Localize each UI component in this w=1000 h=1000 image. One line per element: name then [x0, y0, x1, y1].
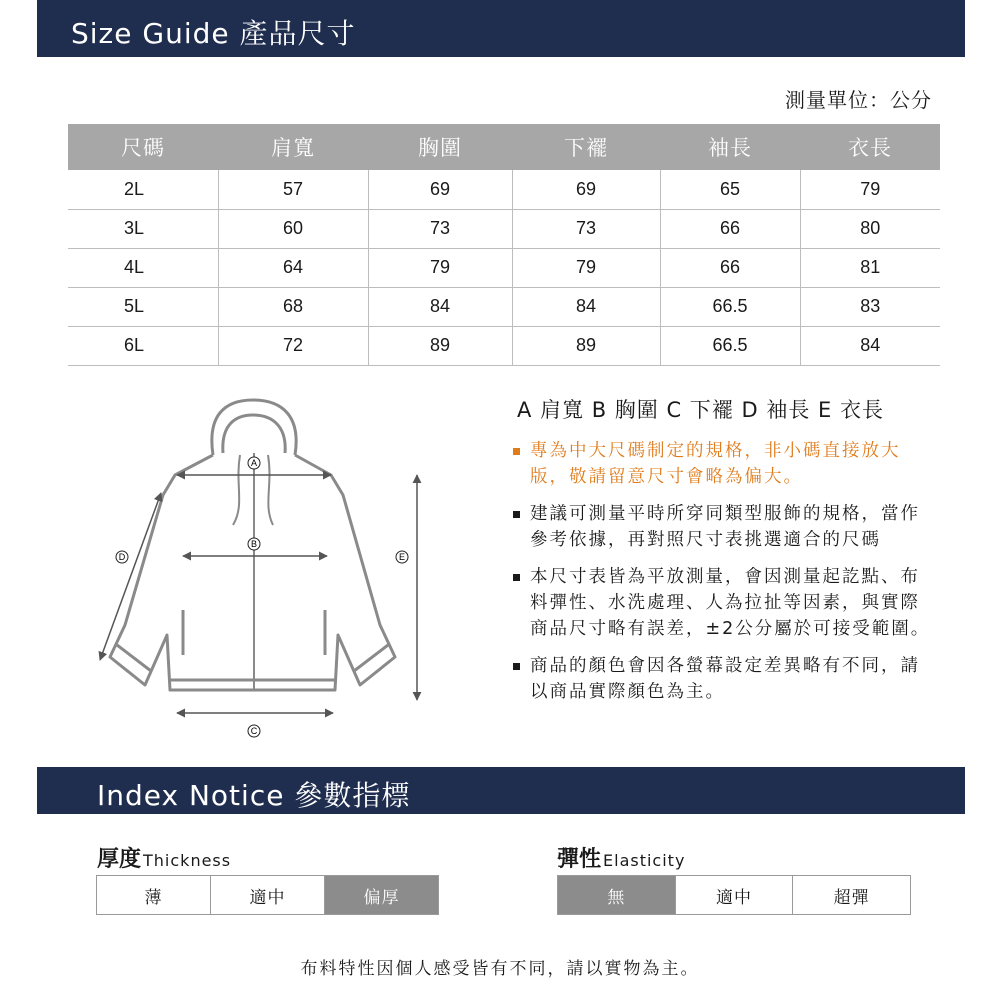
table-cell: 66.5 — [660, 326, 800, 365]
thickness-option-thin: 薄 — [97, 876, 211, 914]
table-cell: 83 — [800, 287, 940, 326]
table-cell: 84 — [368, 287, 512, 326]
size-guide-title: Size Guide 產品尺寸 — [71, 17, 356, 50]
thickness-option-thick: 偏厚 — [325, 876, 438, 914]
table-cell: 68 — [218, 287, 368, 326]
table-cell: 65 — [660, 170, 800, 209]
unit-note: 測量單位：公分 — [785, 88, 932, 112]
size-notes — [512, 438, 932, 716]
note-text: 建議可測量平時所穿同類型服飾的規格，當作參考依據，再對照尺寸表挑選適合的尺碼 — [530, 504, 920, 550]
note-text: 本尺寸表皆為平放測量，會因測量起訖點、布料彈性、水洗處理、人為拉扯等因素，與實際商品尺寸略有誤差，±2公分屬於可接受範圍。 — [530, 567, 931, 639]
table-cell: 89 — [512, 326, 660, 365]
thickness-option-medium: 適中 — [211, 876, 325, 914]
table-row — [68, 170, 940, 209]
note-item — [512, 564, 932, 642]
table-cell: 79 — [512, 248, 660, 287]
table-cell: 6L — [68, 326, 218, 365]
size-guide-banner — [37, 0, 965, 57]
thickness-title — [97, 842, 231, 873]
bullet-icon — [513, 663, 520, 670]
table-row — [68, 248, 940, 287]
table-cell: 69 — [368, 170, 512, 209]
col-header-hem: 下襬 — [512, 124, 660, 170]
table-cell: 66 — [660, 209, 800, 248]
col-header-length: 衣長 — [800, 124, 940, 170]
measurement-legend: A 肩寬 B 胸圍 C 下襬 D 袖長 E 衣長 — [517, 398, 884, 422]
thickness-scale — [96, 875, 439, 915]
elasticity-option-super: 超彈 — [833, 887, 870, 908]
size-table — [68, 124, 940, 366]
thickness-title-zh: 厚度 — [97, 847, 142, 872]
bullet-icon — [513, 448, 520, 455]
elasticity-title — [557, 842, 685, 873]
table-row — [68, 209, 940, 248]
note-item — [512, 438, 932, 490]
table-row — [68, 287, 940, 326]
table-row — [68, 326, 940, 365]
col-header-chest: 胸圍 — [368, 124, 512, 170]
col-header-size: 尺碼 — [68, 124, 218, 170]
marker-d-label: D — [118, 552, 126, 562]
table-cell: 60 — [218, 209, 368, 248]
index-notice-title: Index Notice 參數指標 — [97, 779, 411, 812]
note-text: 商品的顏色會因各螢幕設定差異略有不同，請以商品實際顏色為主。 — [530, 656, 920, 702]
thickness-title-en: Thickness — [143, 851, 232, 870]
elasticity-option-none: 無 — [558, 876, 676, 914]
elasticity-title-zh: 彈性 — [557, 847, 602, 872]
elasticity-title-en: Elasticity — [603, 851, 686, 870]
table-cell: 64 — [218, 248, 368, 287]
table-cell: 73 — [512, 209, 660, 248]
footer-note: 布料特性因個人感受皆有不同，請以實物為主。 — [300, 959, 700, 979]
elasticity-option-medium: 適中 — [676, 876, 794, 914]
table-cell: 84 — [512, 287, 660, 326]
marker-e-label: E — [398, 552, 406, 562]
table-cell: 4L — [68, 248, 218, 287]
col-header-sleeve: 袖長 — [660, 124, 800, 170]
table-cell: 81 — [800, 248, 940, 287]
table-cell: 72 — [218, 326, 368, 365]
index-notice-banner — [37, 767, 965, 814]
bullet-icon — [513, 511, 520, 518]
table-cell: 3L — [68, 209, 218, 248]
table-cell: 5L — [68, 287, 218, 326]
marker-b-label: B — [250, 539, 258, 549]
table-cell: 69 — [512, 170, 660, 209]
col-header-shoulder: 肩寬 — [218, 124, 368, 170]
table-cell: 66 — [660, 248, 800, 287]
marker-a-label: A — [250, 458, 258, 468]
table-cell: 84 — [800, 326, 940, 365]
note-item — [512, 501, 932, 553]
table-cell: 66.5 — [660, 287, 800, 326]
table-cell: 2L — [68, 170, 218, 209]
note-text: 專為中大尺碼制定的規格，非小碼直接放大版，敬請留意尺寸會略為偏大。 — [530, 441, 901, 487]
elasticity-scale — [557, 875, 911, 915]
marker-c-label: C — [250, 726, 258, 736]
table-cell: 79 — [800, 170, 940, 209]
bullet-icon — [513, 574, 520, 581]
table-cell: 79 — [368, 248, 512, 287]
table-header-row — [68, 124, 940, 170]
note-item — [512, 653, 932, 705]
hoodie-measurement-diagram — [95, 395, 425, 745]
table-cell: 80 — [800, 209, 940, 248]
table-cell: 89 — [368, 326, 512, 365]
table-cell: 57 — [218, 170, 368, 209]
table-cell: 73 — [368, 209, 512, 248]
